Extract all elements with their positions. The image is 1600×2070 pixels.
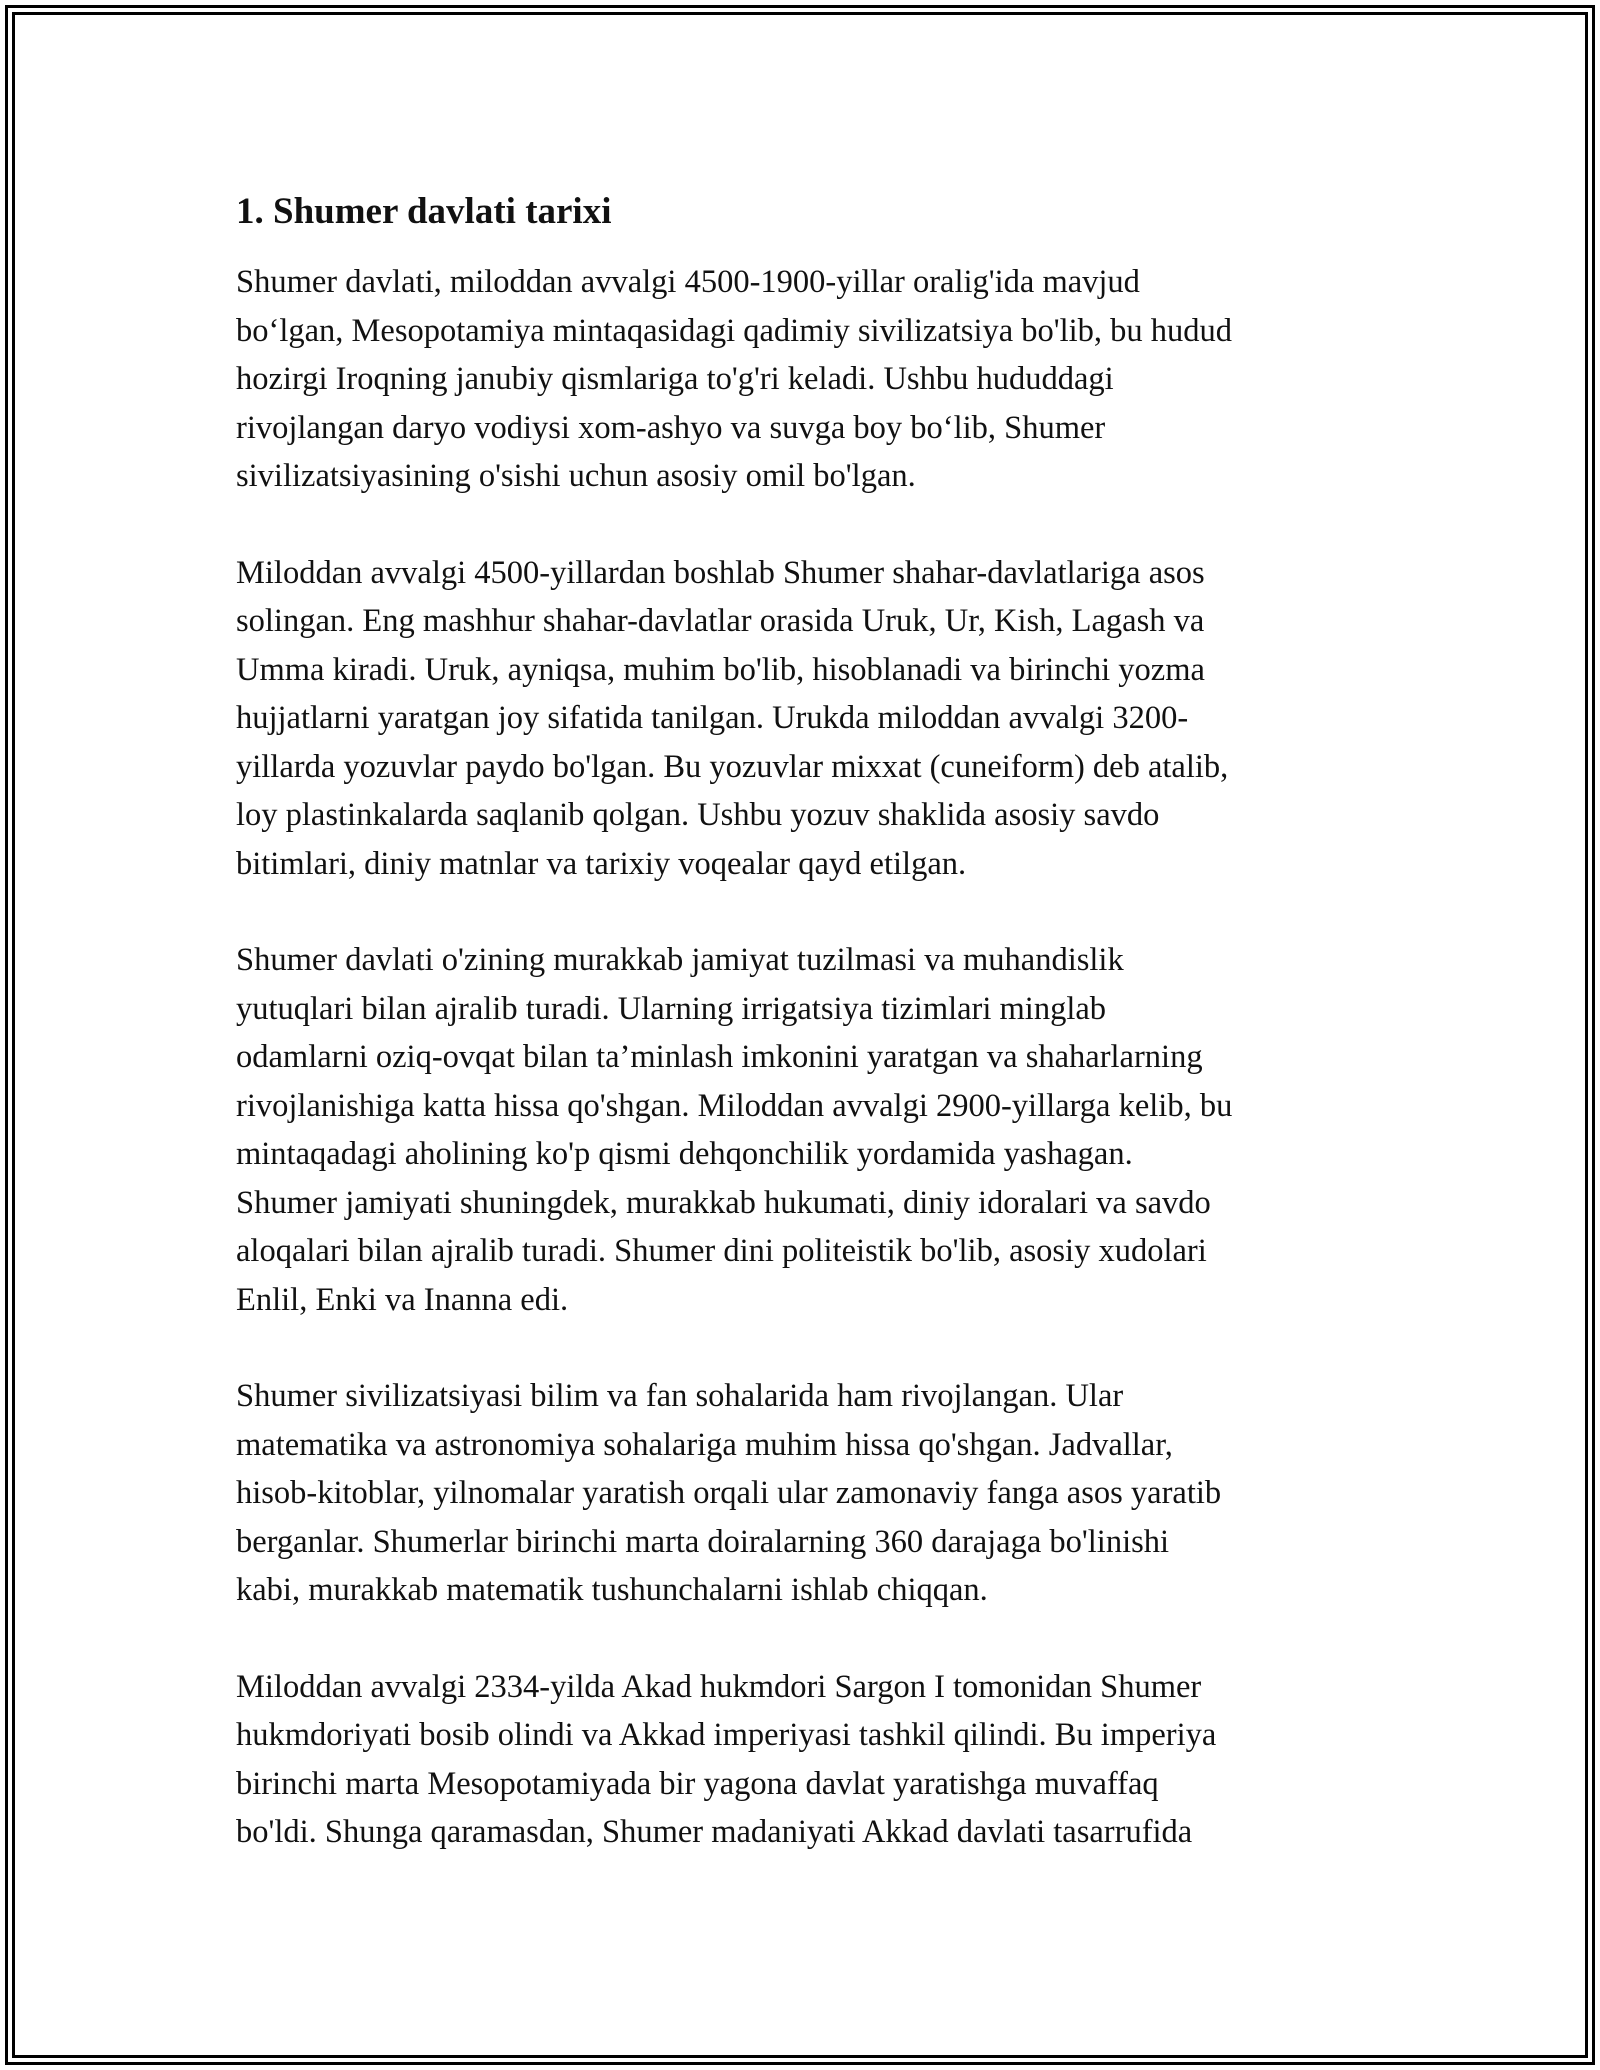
- text-line: sivilizatsiyasining o'sishi uchun asosiy omil bo'lgan.: [236, 458, 916, 494]
- text-line: Umma kiradi. Uruk, ayniqsa, muhim bo'lib, hisoblanadi va birinchi yozma: [236, 651, 1205, 688]
- text-line: Miloddan avvalgi 4500-yillardan boshlab Shumer shahar-davlatlariga asos: [236, 554, 1205, 591]
- text-line: Shumer sivilizatsiyasi bilim va fan sohalarida ham rivojlangan. Ular: [236, 1378, 1124, 1414]
- text-line: matematika va astronomiya sohalariga muhim hissa qo'shgan. Jadvallar,: [236, 1426, 1173, 1463]
- text-line: solingan. Eng mashhur shahar-davlatlar orasida Uruk, Ur, Kish, Lagash va: [236, 603, 1205, 639]
- text-line: hujjatlarni yaratgan joy sifatida tanilgan. Urukda miloddan avvalgi 3200-: [236, 700, 1189, 736]
- text-line: bo'ldi. Shunga qaramasdan, Shumer madaniyati Akkad davlati tasarrufida: [236, 1814, 1193, 1850]
- text-line: Shumer davlati, miloddan avvalgi 4500-1900-yillar oralig'ida mavjud: [236, 264, 1140, 300]
- text-line: Enlil, Enki va Inanna edi.: [236, 1281, 569, 1318]
- text-line: rivojlangan daryo vodiysi xom-ashyo va suvga boy bo‘lib, Shumer: [236, 409, 1106, 446]
- text-line: kabi, murakkab matematik tushunchalarni ishlab chiqqan.: [236, 1572, 988, 1608]
- text-line: Shumer jamiyati shuningdek, murakkab hukumati, diniy idoralari va savdo: [236, 1184, 1211, 1221]
- text-line: odamlarni oziq-ovqat bilan ta’minlash imkonini yaratgan va shaharlarning: [236, 1039, 1203, 1075]
- paragraph-2: [236, 549, 1366, 889]
- text-line: bitimlari, diniy matnlar va tarixiy voqealar qayd etilgan.: [236, 845, 967, 882]
- paragraph-5: [236, 1663, 1366, 1857]
- text-line: Miloddan avvalgi 2334-yilda Akad hukmdori Sargon I tomonidan Shumer: [236, 1668, 1202, 1705]
- text-line: birinchi marta Mesopotamiyada bir yagona davlat yaratishga muvaffaq: [236, 1765, 1159, 1802]
- text-line: mintaqadagi aholining ko'p qismi dehqonchilik yordamida yashagan.: [236, 1136, 1133, 1172]
- paragraph-3: [236, 936, 1366, 1324]
- text-line: rivojlanishiga katta hissa qo'shgan. Miloddan avvalgi 2900-yillarga kelib, bu: [236, 1087, 1233, 1124]
- section-heading: 1. Shumer davlati tarixi: [236, 191, 612, 232]
- text-line: hisob-kitoblar, yilnomalar yaratish orqali ular zamonaviy fanga asos yaratib: [236, 1475, 1222, 1511]
- text-line: Shumer davlati o'zining murakkab jamiyat tuzilmasi va muhandislik: [236, 942, 1124, 978]
- document-body: [236, 186, 1366, 1905]
- paragraph-4: [236, 1372, 1366, 1615]
- text-line: bo‘lgan, Mesopotamiya mintaqasidagi qadimiy sivilizatsiya bo'lib, bu hudud: [236, 312, 1233, 349]
- text-line: hukmdoriyati bosib olindi va Akkad imperiyasi tashkil qilindi. Bu imperiya: [236, 1717, 1217, 1753]
- text-line: aloqalari bilan ajralib turadi. Shumer dini politeistik bo'lib, asosiy xudolari: [236, 1233, 1207, 1269]
- text-line: yillarda yozuvlar paydo bo'lgan. Bu yozuvlar mixxat (cuneiform) deb atalib,: [236, 748, 1229, 785]
- text-line: berganlar. Shumerlar birinchi marta doiralarning 360 darajaga bo'linishi: [236, 1523, 1170, 1560]
- text-line: loy plastinkalarda saqlanib qolgan. Ushbu yozuv shaklida asosiy savdo: [236, 797, 1160, 833]
- text-line: hozirgi Iroqning janubiy qismlariga to'g'ri keladi. Ushbu hududdagi: [236, 361, 1114, 397]
- text-line: yutuqlari bilan ajralib turadi. Ularning irrigatsiya tizimlari minglab: [236, 990, 1107, 1027]
- paragraph-1: [236, 258, 1366, 501]
